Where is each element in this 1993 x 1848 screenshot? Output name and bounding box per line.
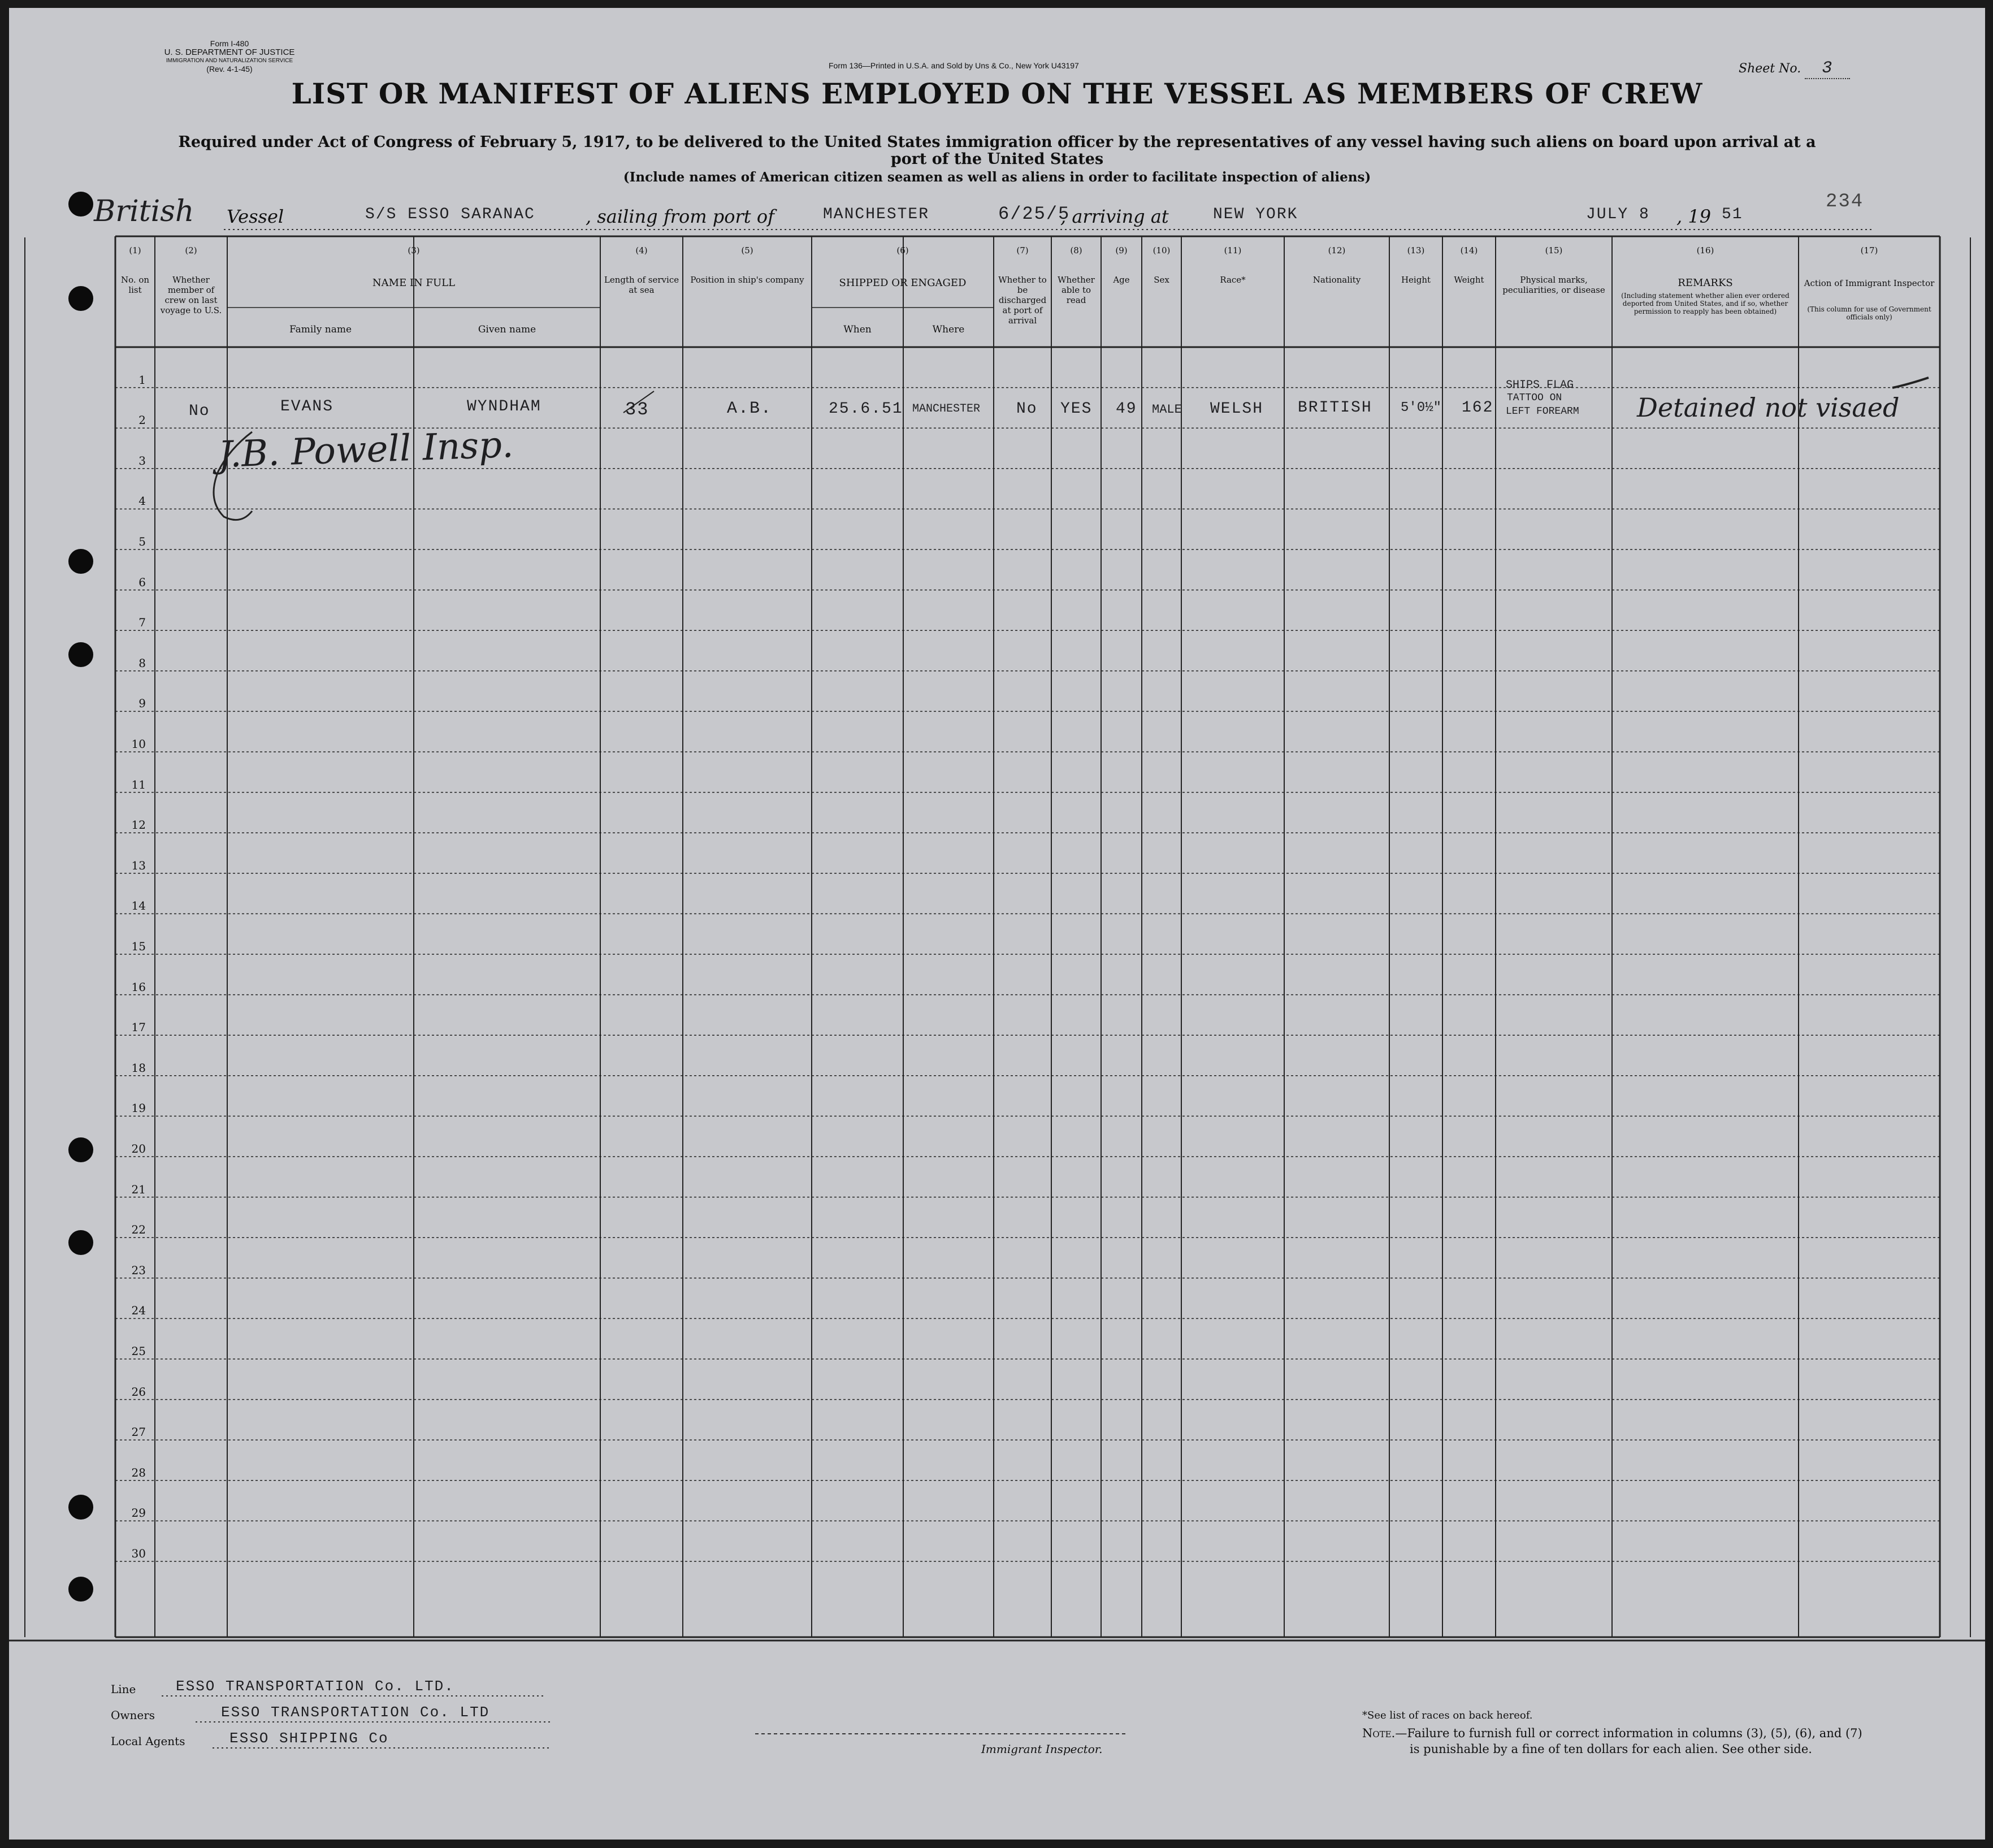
form-number: Form I-480 <box>210 39 249 48</box>
penalty-note: Note.—Failure to furnish full or correct information in columns (3), (5), (6), and (7) <box>1362 1726 1862 1740</box>
entry-race: WELSH <box>1210 400 1264 418</box>
column-header: Physical marks, peculiarities, or disease <box>1502 275 1605 295</box>
column-number: (12) <box>1328 245 1346 256</box>
row-number: 21 <box>131 1182 146 1196</box>
row-number: 20 <box>131 1142 146 1155</box>
races-note: *See list of races on back hereof. <box>1362 1709 1533 1721</box>
entry-given-name: WYNDHAM <box>467 398 541 416</box>
row-number: 2 <box>138 413 146 427</box>
entry-remarks: Detained not visaed <box>1637 392 1900 423</box>
column-number: (11) <box>1224 245 1242 256</box>
column-subheader: Given name <box>478 324 536 335</box>
column-number: (14) <box>1460 245 1478 256</box>
entry-marks-3: LEFT FOREARM <box>1506 406 1579 417</box>
column-number: (8) <box>1070 245 1082 256</box>
sheet-number-label: Sheet No. 3 <box>1739 59 1850 78</box>
column-header: Position in ship's company <box>690 275 804 285</box>
column-number: (16) <box>1696 245 1714 256</box>
row-number: 16 <box>131 980 146 994</box>
inspector-signature: J.B. Powell Insp. <box>217 423 514 477</box>
year: 51 <box>1722 206 1743 223</box>
entry-age: 49 <box>1116 400 1137 418</box>
entry-position: A.B. <box>727 399 773 418</box>
row-number: 23 <box>131 1263 146 1277</box>
entry-where: MANCHESTER <box>912 403 981 416</box>
page-title: LIST OR MANIFEST OF ALIENS EMPLOYED ON THE VESSEL AS MEMBERS OF CREW <box>291 77 1703 110</box>
strike-mark <box>622 388 656 416</box>
row-number: 15 <box>131 940 146 953</box>
footer-dotted-lines <box>111 1682 619 1756</box>
stamp-number: 234 <box>1826 191 1864 213</box>
column-header: Sex <box>1154 275 1169 285</box>
row-number: 10 <box>131 737 146 751</box>
column-number: (15) <box>1545 245 1563 256</box>
column-number: (2) <box>185 245 197 256</box>
entry-sex: MALE <box>1152 403 1182 417</box>
column-header: Height <box>1401 275 1431 285</box>
entry-last-voyage: No <box>189 403 210 420</box>
subtitle-line-2: port of the United States <box>890 150 1104 168</box>
entry-when: 25.6.51 <box>829 400 903 418</box>
row-number: 27 <box>131 1425 146 1439</box>
row-number: 22 <box>131 1223 146 1237</box>
service: IMMIGRATION AND NATURALIZATION SERVICE <box>166 58 293 64</box>
entry-read: YES <box>1060 400 1093 418</box>
sheet-number: 3 <box>1805 59 1850 79</box>
subtitle-line-3: (Include names of American citizen seamen as well as aliens in order to facilitate inspection of aliens) <box>623 170 1371 185</box>
line-label: Line <box>111 1682 136 1696</box>
row-number: 6 <box>138 575 146 589</box>
row-number: 19 <box>131 1101 146 1115</box>
port-from: MANCHESTER <box>823 206 930 223</box>
entry-discharged: No <box>1016 400 1038 418</box>
column-subheader: Family name <box>289 324 352 335</box>
inspector-label: Immigrant Inspector. <box>981 1742 1103 1756</box>
column-header: Race* <box>1220 275 1246 285</box>
entry-height: 5'0½" <box>1401 400 1442 416</box>
penalty-note-2: is punishable by a fine of ten dollars for each alien. See other side. <box>1410 1742 1812 1756</box>
printer-line: Form 136—Printed in U.S.A. and Sold by Uns & Co., New York U43197 <box>829 61 1079 70</box>
row-number: 25 <box>131 1344 146 1358</box>
column-header: No. on list <box>120 275 150 295</box>
column-subheader: Where <box>932 324 965 335</box>
department: U. S. DEPARTMENT OF JUSTICE <box>164 47 295 57</box>
column-header: SHIPPED OR ENGAGED <box>839 277 967 289</box>
column-number: (9) <box>1115 245 1128 256</box>
entry-family-name: EVANS <box>280 398 334 416</box>
year-prefix: , 19 <box>1676 206 1712 227</box>
flag-handwritten: British <box>94 194 194 228</box>
row-number: 28 <box>131 1465 146 1479</box>
entry-nationality: BRITISH <box>1298 399 1372 417</box>
column-note: (This column for use of Government officials only) <box>1807 305 1931 321</box>
row-number: 17 <box>131 1020 146 1035</box>
column-header: Weight <box>1454 275 1484 285</box>
row-number: 12 <box>131 818 146 832</box>
column-header: Length of service at sea <box>604 275 679 295</box>
column-number: (1) <box>129 245 141 256</box>
check-mark <box>1891 375 1931 392</box>
column-header: Whether member of crew on last voyage to U.S. <box>160 275 222 315</box>
column-header: Whether to be discharged at port of arrival <box>998 275 1047 326</box>
row-number: 30 <box>131 1547 146 1560</box>
column-number: (6) <box>896 245 909 256</box>
manifest-sheet <box>9 8 1985 1840</box>
date-from: 6/25/5 <box>998 204 1071 224</box>
line-value: ESSO TRANSPORTATION Co. LTD. <box>176 1678 454 1695</box>
entry-weight: 162 <box>1462 399 1494 417</box>
row-number: 29 <box>131 1506 146 1520</box>
sailing-label: , sailing from port of <box>586 206 774 227</box>
row-number: 3 <box>138 453 146 468</box>
column-header: Nationality <box>1312 275 1361 285</box>
row-number: 18 <box>131 1061 146 1075</box>
port-to: NEW YORK <box>1213 206 1298 223</box>
row-number: 26 <box>131 1384 146 1399</box>
column-number: (4) <box>635 245 648 256</box>
revision: (Rev. 4-1-45) <box>206 64 253 73</box>
owners-label: Owners <box>111 1708 155 1722</box>
row-number: 7 <box>138 616 146 630</box>
row-number: 4 <box>138 494 146 508</box>
column-header: REMARKS <box>1678 277 1733 289</box>
row-number: 11 <box>131 777 146 791</box>
entry-service: 33 <box>625 399 649 420</box>
column-header: NAME IN FULL <box>372 277 456 289</box>
column-number: (7) <box>1016 245 1029 256</box>
row-number: 8 <box>138 656 146 670</box>
agents-value: ESSO SHIPPING Co <box>229 1730 389 1747</box>
column-subheader: When <box>843 324 872 335</box>
owners-value: ESSO TRANSPORTATION Co. LTD <box>221 1704 490 1721</box>
row-number: 14 <box>131 899 146 913</box>
row-number: 24 <box>131 1304 146 1318</box>
inspector-signature-line <box>755 1732 1128 1736</box>
column-header: Whether able to read <box>1058 275 1095 305</box>
signature-flourish <box>196 426 275 528</box>
column-note: (Including statement whether alien ever ordered deported from United States, and if so, whether permission to reapply has been obtained) <box>1621 292 1790 315</box>
column-number: (13) <box>1407 245 1425 256</box>
column-header: Action of Immigrant Inspector <box>1804 278 1935 288</box>
entry-marks-1: SHIPS FLAG <box>1506 379 1574 392</box>
arriving-label: , arriving at <box>1060 206 1169 227</box>
column-number: (17) <box>1860 245 1878 256</box>
subtitle-line-1: Required under Act of Congress of February 5, 1917, to be delivered to the United States immigration officer by the representatives of any vessel having such aliens on board upon arrival at a <box>178 133 1816 151</box>
column-header: Age <box>1113 275 1130 285</box>
column-number: (10) <box>1153 245 1171 256</box>
column-number: (5) <box>741 245 753 256</box>
row-number: 1 <box>138 373 146 387</box>
vessel-label: Vessel <box>227 206 284 227</box>
agents-label: Local Agents <box>111 1734 185 1748</box>
row-number: 5 <box>138 535 146 548</box>
arrival-date: JULY 8 <box>1586 206 1650 223</box>
entry-marks-2: TATTOO ON <box>1507 392 1562 404</box>
row-number: 9 <box>138 696 146 711</box>
row-number: 13 <box>131 858 146 872</box>
column-number: (3) <box>408 245 420 256</box>
vessel-name: S/S ESSO SARANAC <box>365 206 535 223</box>
